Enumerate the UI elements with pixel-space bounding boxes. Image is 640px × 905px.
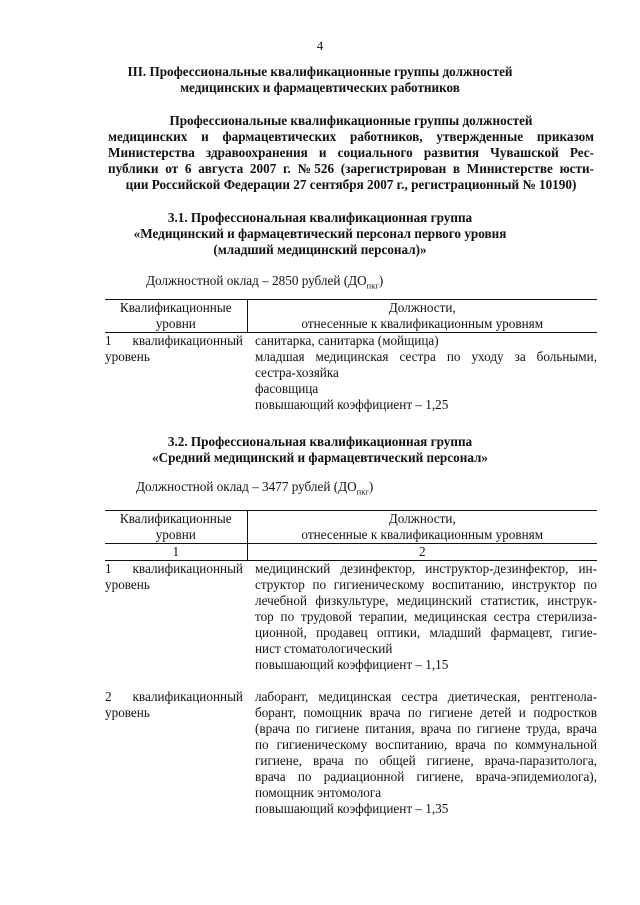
column-number-row (105, 544, 597, 561)
row-gap (105, 673, 597, 689)
position-line: ционной, продавец оптики, младший фармацевт, гигие- (255, 625, 597, 640)
col-header-levels (105, 300, 247, 333)
position-line: медицинский дезинфектор, инструктор-дезинфектор, ин- (255, 561, 597, 576)
header-line: уровни (155, 316, 196, 331)
salary-text: Должностной оклад – 3477 рублей (ДО (136, 479, 357, 494)
approval-line: ции Российской Федерации 27 сентября 2007 г., регистрационный № 10190) (125, 177, 577, 192)
col-header-levels (105, 511, 247, 544)
level-line: 2 квалификационный (105, 689, 243, 704)
group-1-salary (146, 273, 383, 294)
position-line: помощник энтомолога (255, 785, 382, 800)
group-1-title (0, 210, 640, 258)
level-line: уровень (105, 705, 150, 720)
position-line: врача по радиационной гигиене, врача-эпидемиолога), (255, 769, 597, 784)
header-line: Квалификационные (119, 511, 232, 526)
group-title-line: (младший медицинский персонал)» (213, 242, 427, 257)
section-title-line: медицинских и фармацевтических работников (180, 80, 460, 95)
position-line: борант, помощник врача по гигиене детей и подростков (255, 705, 597, 720)
salary-text: Должностной оклад – 2850 рублей (ДО (146, 273, 367, 288)
coefficient: повышающий коэффициент – 1,35 (255, 801, 449, 816)
group-title-line: «Медицинский и фармацевтический персонал первого уровня (133, 226, 507, 241)
level-line: уровень (105, 349, 150, 364)
salary-close: ) (378, 273, 384, 288)
level-line: 1 квалификационный (105, 561, 243, 576)
section-title (0, 64, 640, 96)
table-row (105, 333, 597, 414)
col-header-positions (247, 511, 597, 544)
coefficient: повышающий коэффициент – 1,15 (255, 657, 449, 672)
salary-subscript: пкг (366, 280, 379, 291)
salary-subscript: пкг (356, 486, 369, 497)
header-line: отнесенные к квалификационным уровням (301, 316, 544, 331)
qualification-level (105, 689, 247, 817)
position-line: структор по гигиеническому воспитанию, инструктор по (255, 577, 597, 592)
level-line: 1 квалификационный (105, 333, 243, 348)
table-header-row (105, 511, 597, 544)
position-line: лаборант, медицинская сестра диетическая, рентгенола- (255, 689, 597, 704)
positions-list (247, 689, 597, 817)
approval-line: Министерства здравоохранения и социального развития Чувашской Рес- (108, 145, 594, 160)
header-line: Квалификационные (119, 300, 232, 315)
group-title-line: «Средний медицинский и фармацевтический персонал» (151, 450, 489, 465)
group-1-table (105, 299, 597, 413)
page-number: 4 (316, 38, 324, 53)
header-line: уровни (155, 527, 196, 542)
group-title-line: 3.2. Профессиональная квалификационная группа (167, 434, 473, 449)
position-line: лечебной физкультуре, медицинский статистик, инструк- (255, 593, 597, 608)
position-line: гигиене, врача по общей гигиене, врача-паразитолога, (255, 753, 597, 768)
section-title-line: III. Профессиональные квалификационные группы должностей (127, 64, 513, 79)
salary-close: ) (368, 479, 374, 494)
position-line: тор по трудовой терапии, медицинская сестра стерилиза- (255, 609, 597, 624)
header-line: Должности, (388, 511, 456, 526)
group-2-title (0, 434, 640, 466)
positions-list (247, 561, 597, 674)
position-line: младшая медицинская сестра по уходу за больными, (255, 349, 597, 364)
position-line: сестра-хозяйка (255, 365, 339, 380)
positions-list (247, 333, 597, 414)
approval-paragraph (108, 113, 594, 193)
qualification-level (105, 561, 247, 674)
approval-line: публики от 6 августа 2007 г. №526 (зарегистрирован в Министерстве юсти- (108, 161, 594, 176)
position-line: по гигиеническому воспитанию, врача по коммунальной (255, 737, 597, 752)
position-line: фасовщица (255, 381, 319, 396)
table-row (105, 689, 597, 817)
group-title-line: 3.1. Профессиональная квалификационная группа (167, 210, 473, 225)
position-line: (врача по гигиене питания, врача по гигиене труда, врача (255, 721, 597, 736)
position-line: санитарка, санитарка (мойщица) (255, 333, 439, 348)
position-line: нист стоматологический (255, 641, 393, 656)
header-line: Должности, (388, 300, 456, 315)
group-2-salary (136, 479, 373, 500)
column-number: 2 (247, 544, 597, 561)
approval-line: медицинских и фармацевтических работников, утвержденные приказом (108, 129, 594, 144)
level-line: уровень (105, 577, 150, 592)
table-header-row (105, 300, 597, 333)
group-2-table (105, 510, 597, 817)
column-number: 1 (105, 544, 247, 561)
approval-line: Профессиональные квалификационные группы должностей (169, 113, 533, 128)
col-header-positions (247, 300, 597, 333)
header-line: отнесенные к квалификационным уровням (301, 527, 544, 542)
coefficient: повышающий коэффициент – 1,25 (255, 397, 449, 412)
table-row (105, 561, 597, 674)
qualification-level (105, 333, 247, 414)
